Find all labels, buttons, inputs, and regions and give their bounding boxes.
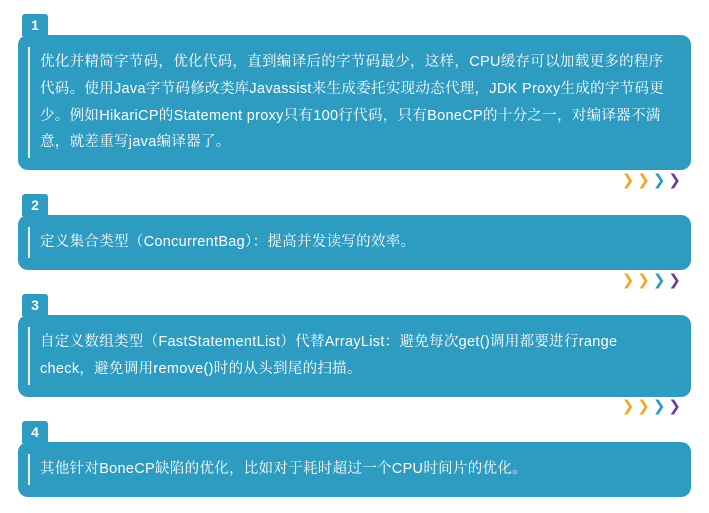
list-item — [18, 14, 691, 188]
chevron-separator — [18, 399, 691, 415]
chevron-right-icon: ❯ — [621, 397, 635, 416]
chevron-right-icon: ❯ — [637, 397, 650, 416]
chevron-right-icon: ❯ — [668, 397, 681, 416]
chevron-right-icon: ❯ — [621, 170, 635, 189]
list-item — [18, 294, 691, 415]
item-number-badge: 3 — [22, 294, 48, 316]
chevron-right-icon: ❯ — [621, 270, 635, 289]
item-number-badge: 4 — [22, 421, 48, 443]
item-number-badge: 2 — [22, 194, 48, 216]
chevron-right-icon: ❯ — [668, 170, 681, 189]
chevron-separator — [18, 272, 691, 288]
list-item — [18, 194, 691, 288]
item-body: 定义集合类型（ConcurrentBag）：提高并发读写的效率。 — [18, 215, 691, 270]
chevron-right-icon: ❯ — [637, 170, 650, 189]
item-number-badge: 1 — [22, 14, 48, 36]
chevron-separator — [18, 172, 691, 188]
chevron-right-icon: ❯ — [652, 397, 666, 416]
item-body: 优化并精简字节码，优化代码，直到编译后的字节码最少，这样，CPU缓存可以加载更多的程序代码。使用Java字节码修改类库Javassist来生成委托实现动态代理，JDK Proxy生成的字节码更少。例如HikariCP的Statement proxy只有100行代码，只有BoneCP的十分之一，对编译器不满意，就差重写java编译器了。 — [18, 35, 691, 170]
bottom-spacer — [18, 503, 691, 513]
chevron-right-icon: ❯ — [652, 170, 666, 189]
chevron-right-icon: ❯ — [668, 270, 681, 289]
item-body: 自定义数组类型（FastStatementList）代替ArrayList：避免每次get()调用都要进行range check，避免调用remove()时的从头到尾的扫描。 — [18, 315, 691, 397]
list-item — [18, 421, 691, 497]
chevron-right-icon: ❯ — [652, 270, 666, 289]
chevron-right-icon: ❯ — [637, 270, 650, 289]
item-body: 其他针对BoneCP缺陷的优化，比如对于耗时超过一个CPU时间片的优化。 — [18, 442, 691, 497]
